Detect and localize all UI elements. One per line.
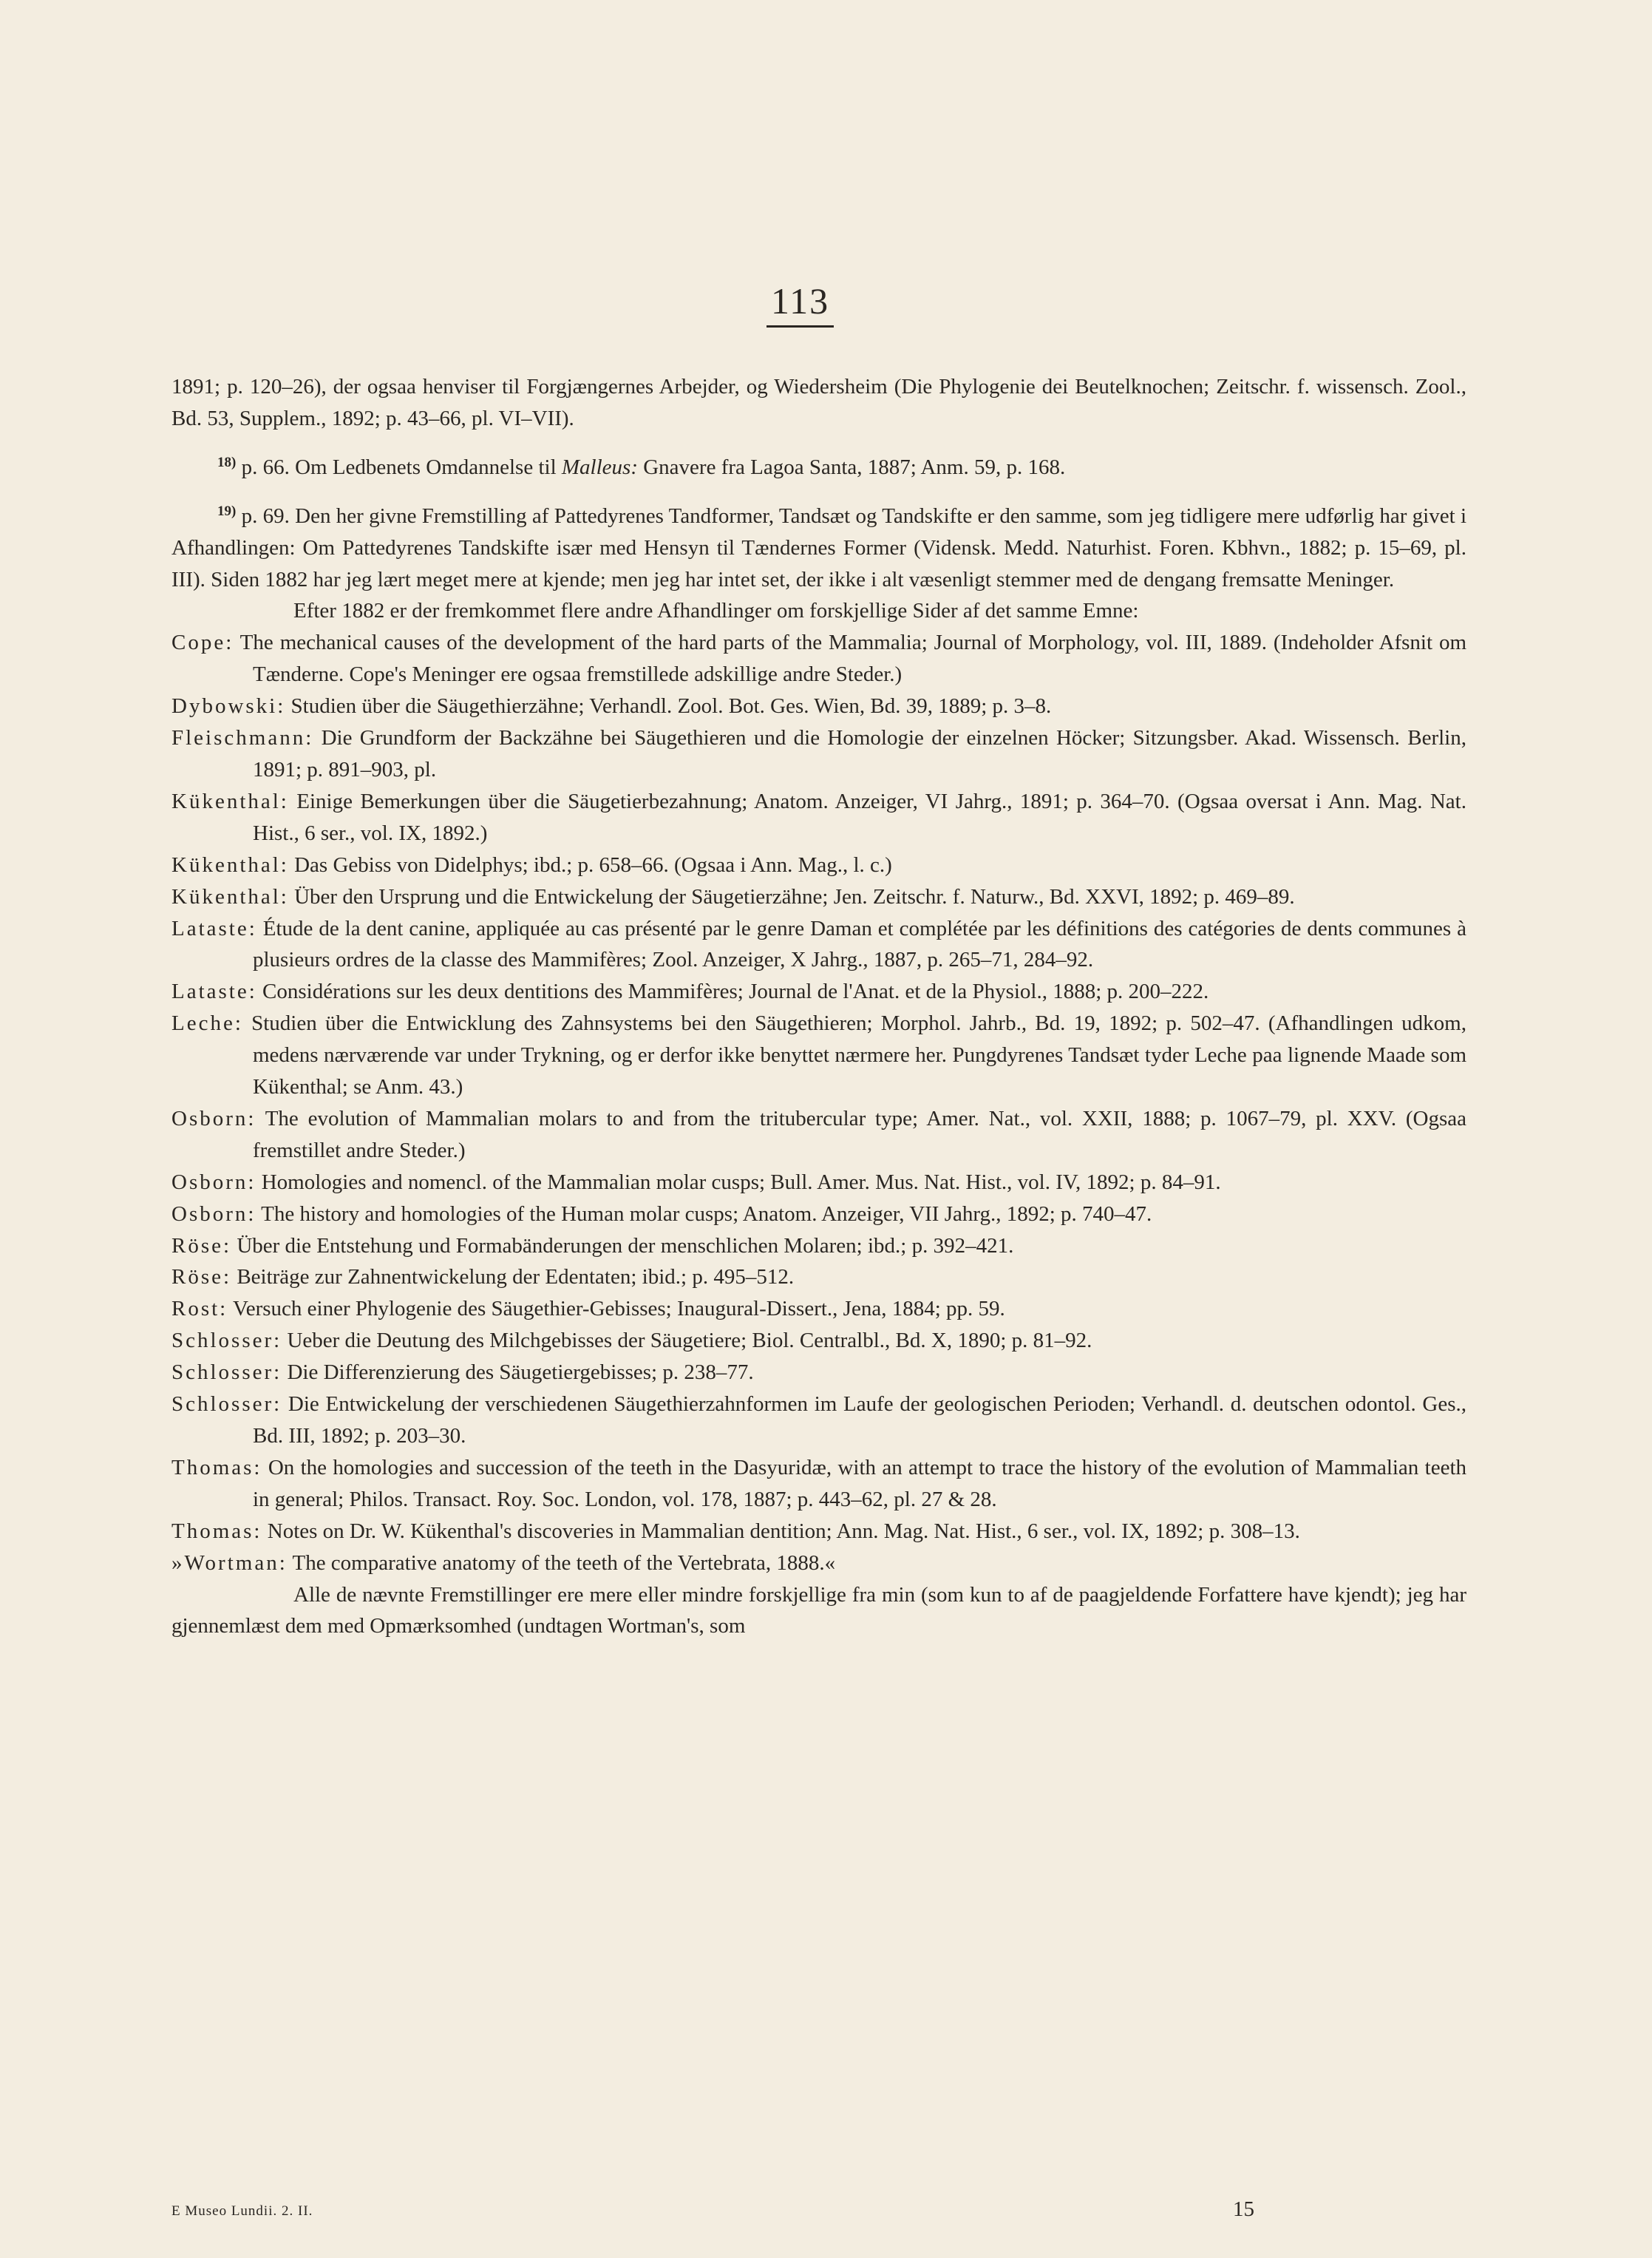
- note-italic: Malleus:: [561, 455, 638, 479]
- reference-entry: [171, 786, 1466, 850]
- reference-text: Versuch einer Phylogenie des Säugethier-Gebisses; Inaugural-Dissert., Jena, 1884; pp. 59.: [228, 1297, 1005, 1321]
- reference-entry: [171, 627, 1466, 691]
- reference-entry: [171, 722, 1466, 786]
- reference-text: Beiträge zur Zahnentwickelung der Edentaten; ibid.; p. 495–512.: [231, 1265, 795, 1289]
- reference-entry: [171, 1167, 1466, 1198]
- reference-list: [171, 627, 1466, 1579]
- note-19: [171, 496, 1466, 596]
- reference-author: Schlosser:: [171, 1329, 282, 1353]
- reference-author: Fleischmann:: [171, 726, 314, 750]
- reference-author: Schlosser:: [171, 1392, 282, 1417]
- reference-text: Homologies and nomencl. of the Mammalian molar cusps; Bull. Amer. Mus. Nat. Hist., vol. IV, 1892; p. 84–91.: [256, 1170, 1221, 1194]
- reference-entry: [171, 881, 1466, 913]
- continuation-paragraph: 1891; p. 120–26), der ogsaa henviser til Forgjængernes Arbejder, og Wiedersheim (Die Phylogenie dei Beutelknochen; Zeitschr. f. wissensch. Zool., Bd. 53, Supplem., 1892; p. 43–66, pl. VI–VII).: [171, 375, 1466, 430]
- reference-text: Studien über die Entwicklung des Zahnsystems bei den Säugethieren; Morphol. Jahrb., Bd. 19, 1892; p. 502–47. (Afhandlingen udkom, medens nærværende var under Trykning, og er derfor ikke benyttet nærmere her. Pungdyrenes Tandsæt tyder Leche paa lignende Maade som Kükenthal; se Anm. 43.): [242, 1011, 1466, 1099]
- reference-entry: [171, 1547, 1466, 1579]
- reference-entry: [171, 691, 1466, 722]
- reference-text: Über die Entstehung und Formabänderungen der menschlichen Molaren; ibd.; p. 392–421.: [231, 1233, 1014, 1258]
- reference-author: Rost:: [171, 1297, 228, 1321]
- reference-text: On the homologies and succession of the teeth in the Dasyuridæ, with an attempt to trace the history of the evolution of Mammalian teeth in general; Philos. Transact. Roy. Soc. London, vol. 178, 1887; p. 443–62, pl. 27 & 28.: [253, 1455, 1466, 1511]
- reference-author: Thomas:: [171, 1455, 262, 1479]
- page-number: 113: [766, 279, 834, 328]
- reference-entry: [171, 1389, 1466, 1452]
- note-number: 19): [217, 503, 237, 519]
- reference-text: The mechanical causes of the development of the hard parts of the Mammalia; Journal of Morphology, vol. III, 1889. (Indeholder Afsnit om Tænderne. Cope's Meninger ere ogsaa fremstillede adskillige andre Steder.): [234, 631, 1466, 687]
- reference-author: Kükenthal:: [171, 884, 289, 909]
- reference-text: Das Gebiss von Didelphys; ibd.; p. 658–66. (Ogsaa i Ann. Mag., l. c.): [288, 852, 892, 877]
- reference-text: Einige Bemerkungen über die Säugetierbezahnung; Anatom. Anzeiger, VI Jahrg., 1891; p. 364–70. (Ogsaa oversat i Ann. Mag. Nat. Hist., 6 ser., vol. IX, 1892.): [253, 789, 1466, 845]
- reference-author: Osborn:: [171, 1106, 256, 1130]
- reference-entry: [171, 1103, 1466, 1167]
- note-number: 18): [217, 454, 237, 470]
- closing-paragraph: Alle de nævnte Fremstillinger ere mere eller mindre forskjellige fra min (som kun to af de paagjeldende Forfattere have kjendt); jeg har gjennemlæst dem med Opmærksomhed (undtagen Wortman's, som: [171, 1582, 1466, 1638]
- reference-entry: [171, 913, 1466, 977]
- reference-entry: [171, 1261, 1466, 1293]
- reference-text: Studien über die Säugethierzähne; Verhandl. Zool. Bot. Ges. Wien, Bd. 39, 1889; p. 3–8.: [285, 694, 1052, 719]
- reference-author: Röse:: [171, 1265, 232, 1289]
- reference-text: The comparative anatomy of the teeth of the Vertebrata, 1888.«: [287, 1550, 836, 1575]
- reference-entry: [171, 850, 1466, 881]
- note-text: p. 69. Den her givne Fremstilling af Pattedyrenes Tandformer, Tandsæt og Tandskifte er den samme, som jeg tidligere mere udførlig har givet i Afhandlingen: Om Pattedyrenes Tandskifte især med Hensyn til Tændernes Former (Vidensk. Medd. Naturhist. Foren. Kbhvn., 1882; p. 15–69, pl. III). Siden 1882 har jeg lært meget mere at kjende; men jeg har intet set, der ikke i alt væsenligt stemmer med de dengang fremsatte Meninger.: [171, 504, 1466, 591]
- reference-author: Leche:: [171, 1011, 243, 1036]
- reference-author: »Wortman:: [171, 1550, 288, 1575]
- reference-text: Die Grundform der Backzähne bei Säugethieren und die Homologie der einzelnen Höcker; Sitzungsber. Akad. Wissensch. Berlin, 1891; p. 891–903, pl.: [253, 726, 1466, 782]
- reference-text: Notes on Dr. W. Kükenthal's discoveries in Mammalian dentition; Ann. Mag. Nat. Hist., 6 ser., vol. IX, 1892; p. 308–13.: [262, 1519, 1300, 1543]
- reference-entry: [171, 1357, 1466, 1389]
- reference-entry: [171, 1293, 1466, 1325]
- reference-author: Osborn:: [171, 1201, 256, 1226]
- note-text: p. 66. Om Ledbenets Omdannelse til: [236, 455, 562, 479]
- reference-text: Considérations sur les deux dentitions des Mammifères; Journal de l'Anat. et de la Physiol., 1888; p. 200–222.: [256, 980, 1209, 1004]
- reference-text: Ueber die Deutung des Milchgebisses der Säugetiere; Biol. Centralbl., Bd. X, 1890; p. 81–92.: [282, 1329, 1092, 1353]
- reference-entry: [171, 1325, 1466, 1357]
- reference-text: The history and homologies of the Human molar cusps; Anatom. Anzeiger, VII Jahrg., 1892; p. 740–47.: [256, 1201, 1152, 1226]
- reference-text: Die Entwickelung der verschiedenen Säugethierzahnformen im Laufe der geologischen Perioden; Verhandl. d. deutschen odontol. Ges., Bd. III, 1892; p. 203–30.: [253, 1392, 1466, 1448]
- reference-author: Röse:: [171, 1233, 232, 1258]
- reference-entry: [171, 976, 1466, 1008]
- reference-entry: [171, 1230, 1466, 1262]
- reference-author: Kükenthal:: [171, 852, 289, 877]
- reference-text: Étude de la dent canine, appliquée au cas présenté par le genre Daman et complétée par les définitions des catégories de dents communes à plusieurs ordres de la classe des Mammifères; Zool. Anzeiger, X Jahrg., 1887, p. 265–71, 284–92.: [253, 916, 1466, 972]
- reference-author: Osborn:: [171, 1170, 256, 1194]
- reference-entry: [171, 1198, 1466, 1230]
- reference-text: Über den Ursprung und die Entwickelung der Säugetierzähne; Jen. Zeitschr. f. Naturw., Bd. XXVI, 1892; p. 469–89.: [288, 884, 1295, 909]
- reference-author: Dybowski:: [171, 694, 286, 719]
- note-text-end: Gnavere fra Lagoa Santa, 1887; Anm. 59, p. 168.: [637, 455, 1066, 479]
- reference-text: The evolution of Mammalian molars to and from the tritubercular type; Amer. Nat., vol. XXII, 1888; p. 1067–79, pl. XXV. (Ogsaa fremstillet andre Steder.): [253, 1106, 1466, 1162]
- footer-signature: E Museo Lundii. 2. II.: [171, 2203, 313, 2219]
- reference-author: Schlosser:: [171, 1360, 282, 1385]
- page-body: [171, 371, 1466, 1642]
- reference-entry: [171, 1008, 1466, 1103]
- reference-text: Die Differenzierung des Säugetiergebisses; p. 238–77.: [282, 1360, 754, 1385]
- reference-author: Lataste:: [171, 916, 257, 940]
- reference-author: Lataste:: [171, 980, 257, 1004]
- reference-entry: [171, 1452, 1466, 1516]
- reference-author: Thomas:: [171, 1519, 262, 1543]
- reference-author: Cope:: [171, 631, 234, 655]
- note-18: [171, 447, 1466, 484]
- reference-entry: [171, 1516, 1466, 1547]
- reference-author: Kükenthal:: [171, 789, 289, 813]
- intro-paragraph: Efter 1882 er der fremkommet flere andre Afhandlinger om forskjellige Sider af det samme Emne:: [293, 599, 1139, 623]
- footer-sheet-number: 15: [1233, 2197, 1254, 2221]
